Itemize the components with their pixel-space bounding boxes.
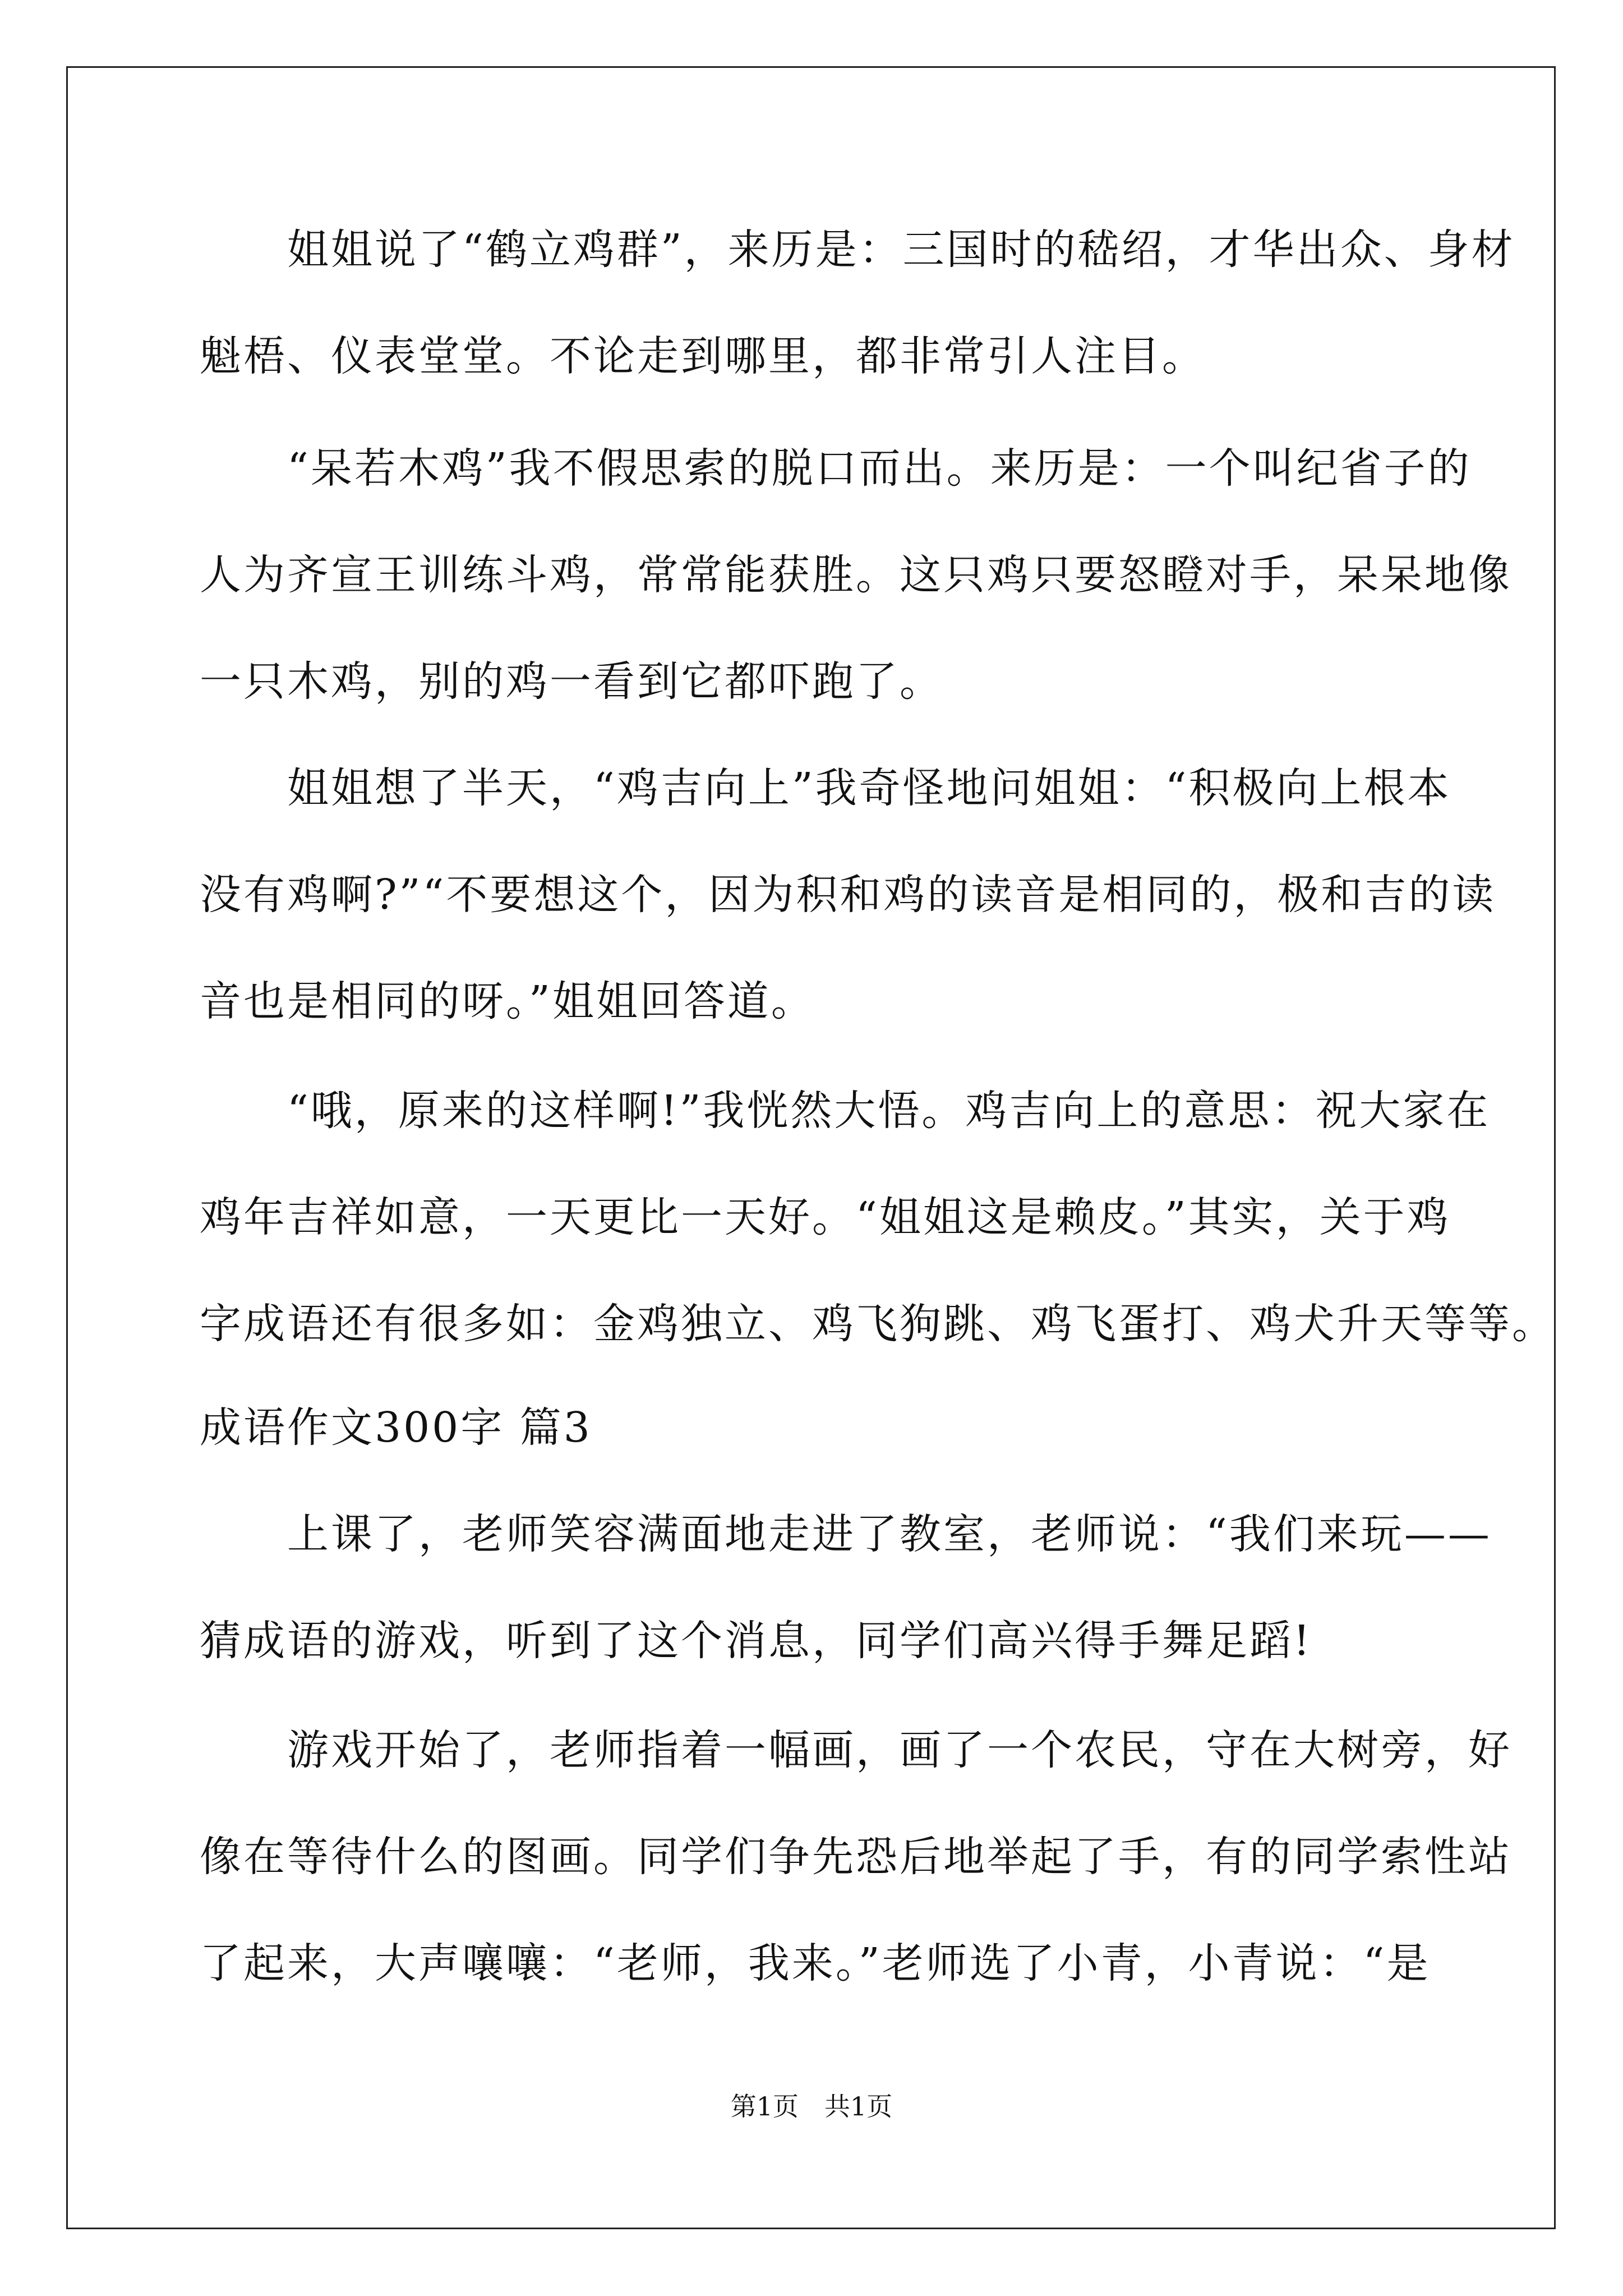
text-line: “呆若木鸡”我不假思索的脱口而出。来历是：一个叫纪省子的 <box>200 444 1472 493</box>
text-line: 字成语还有很多如：金鸡独立、鸡飞狗跳、鸡飞蛋打、鸡犬升天等等。 <box>200 1300 1556 1348</box>
page-border <box>66 66 1556 2229</box>
text-line: 像在等待什么的图画。同学们争先恐后地举起了手，有的同学索性站 <box>200 1833 1512 1881</box>
text-line: 魁梧、仪表堂堂。不论走到哪里，都非常引人注目。 <box>200 332 1206 380</box>
text-line: 了起来，大声嚷嚷：“老师，我来。”老师选了小青，小青说：“是 <box>200 1939 1431 1987</box>
text-line: 人为齐宣王训练斗鸡，常常能获胜。这只鸡只要怒瞪对手，呆呆地像 <box>200 551 1512 599</box>
text-line: 音也是相同的呀。”姐姐回答道。 <box>200 977 815 1025</box>
text-line: 猜成语的游戏，听到了这个消息，同学们高兴得手舞足蹈! <box>200 1617 1312 1665</box>
text-line: 鸡年吉祥如意，一天更比一天好。“姐姐这是赖皮。”其实，关于鸡 <box>200 1193 1451 1241</box>
text-line: 姐姐说了“鹤立鸡群”，来历是：三国时的嵇绍，才华出众、身材 <box>200 226 1515 274</box>
text-line: “哦，原来的这样啊!”我恍然大悟。鸡吉向上的意思：祝大家在 <box>200 1087 1491 1135</box>
text-line: 姐姐想了半天，“鸡吉向上”我奇怪地问姐姐：“积极向上根本 <box>200 764 1451 812</box>
page-number-footer: 第1页 共1页 <box>730 2091 893 2122</box>
text-line: 一只木鸡，别的鸡一看到它都吓跑了。 <box>200 657 943 706</box>
section-heading: 成语作文300字 篇3 <box>200 1404 592 1452</box>
text-line: 没有鸡啊?”“不要想这个，因为积和鸡的读音是相同的，极和吉的读 <box>200 871 1496 919</box>
text-line: 上课了，老师笑容满面地走进了教室，老师说：“我们来玩—— <box>200 1510 1492 1558</box>
text-line: 游戏开始了，老师指着一幅画，画了一个农民，守在大树旁，好 <box>200 1726 1512 1774</box>
